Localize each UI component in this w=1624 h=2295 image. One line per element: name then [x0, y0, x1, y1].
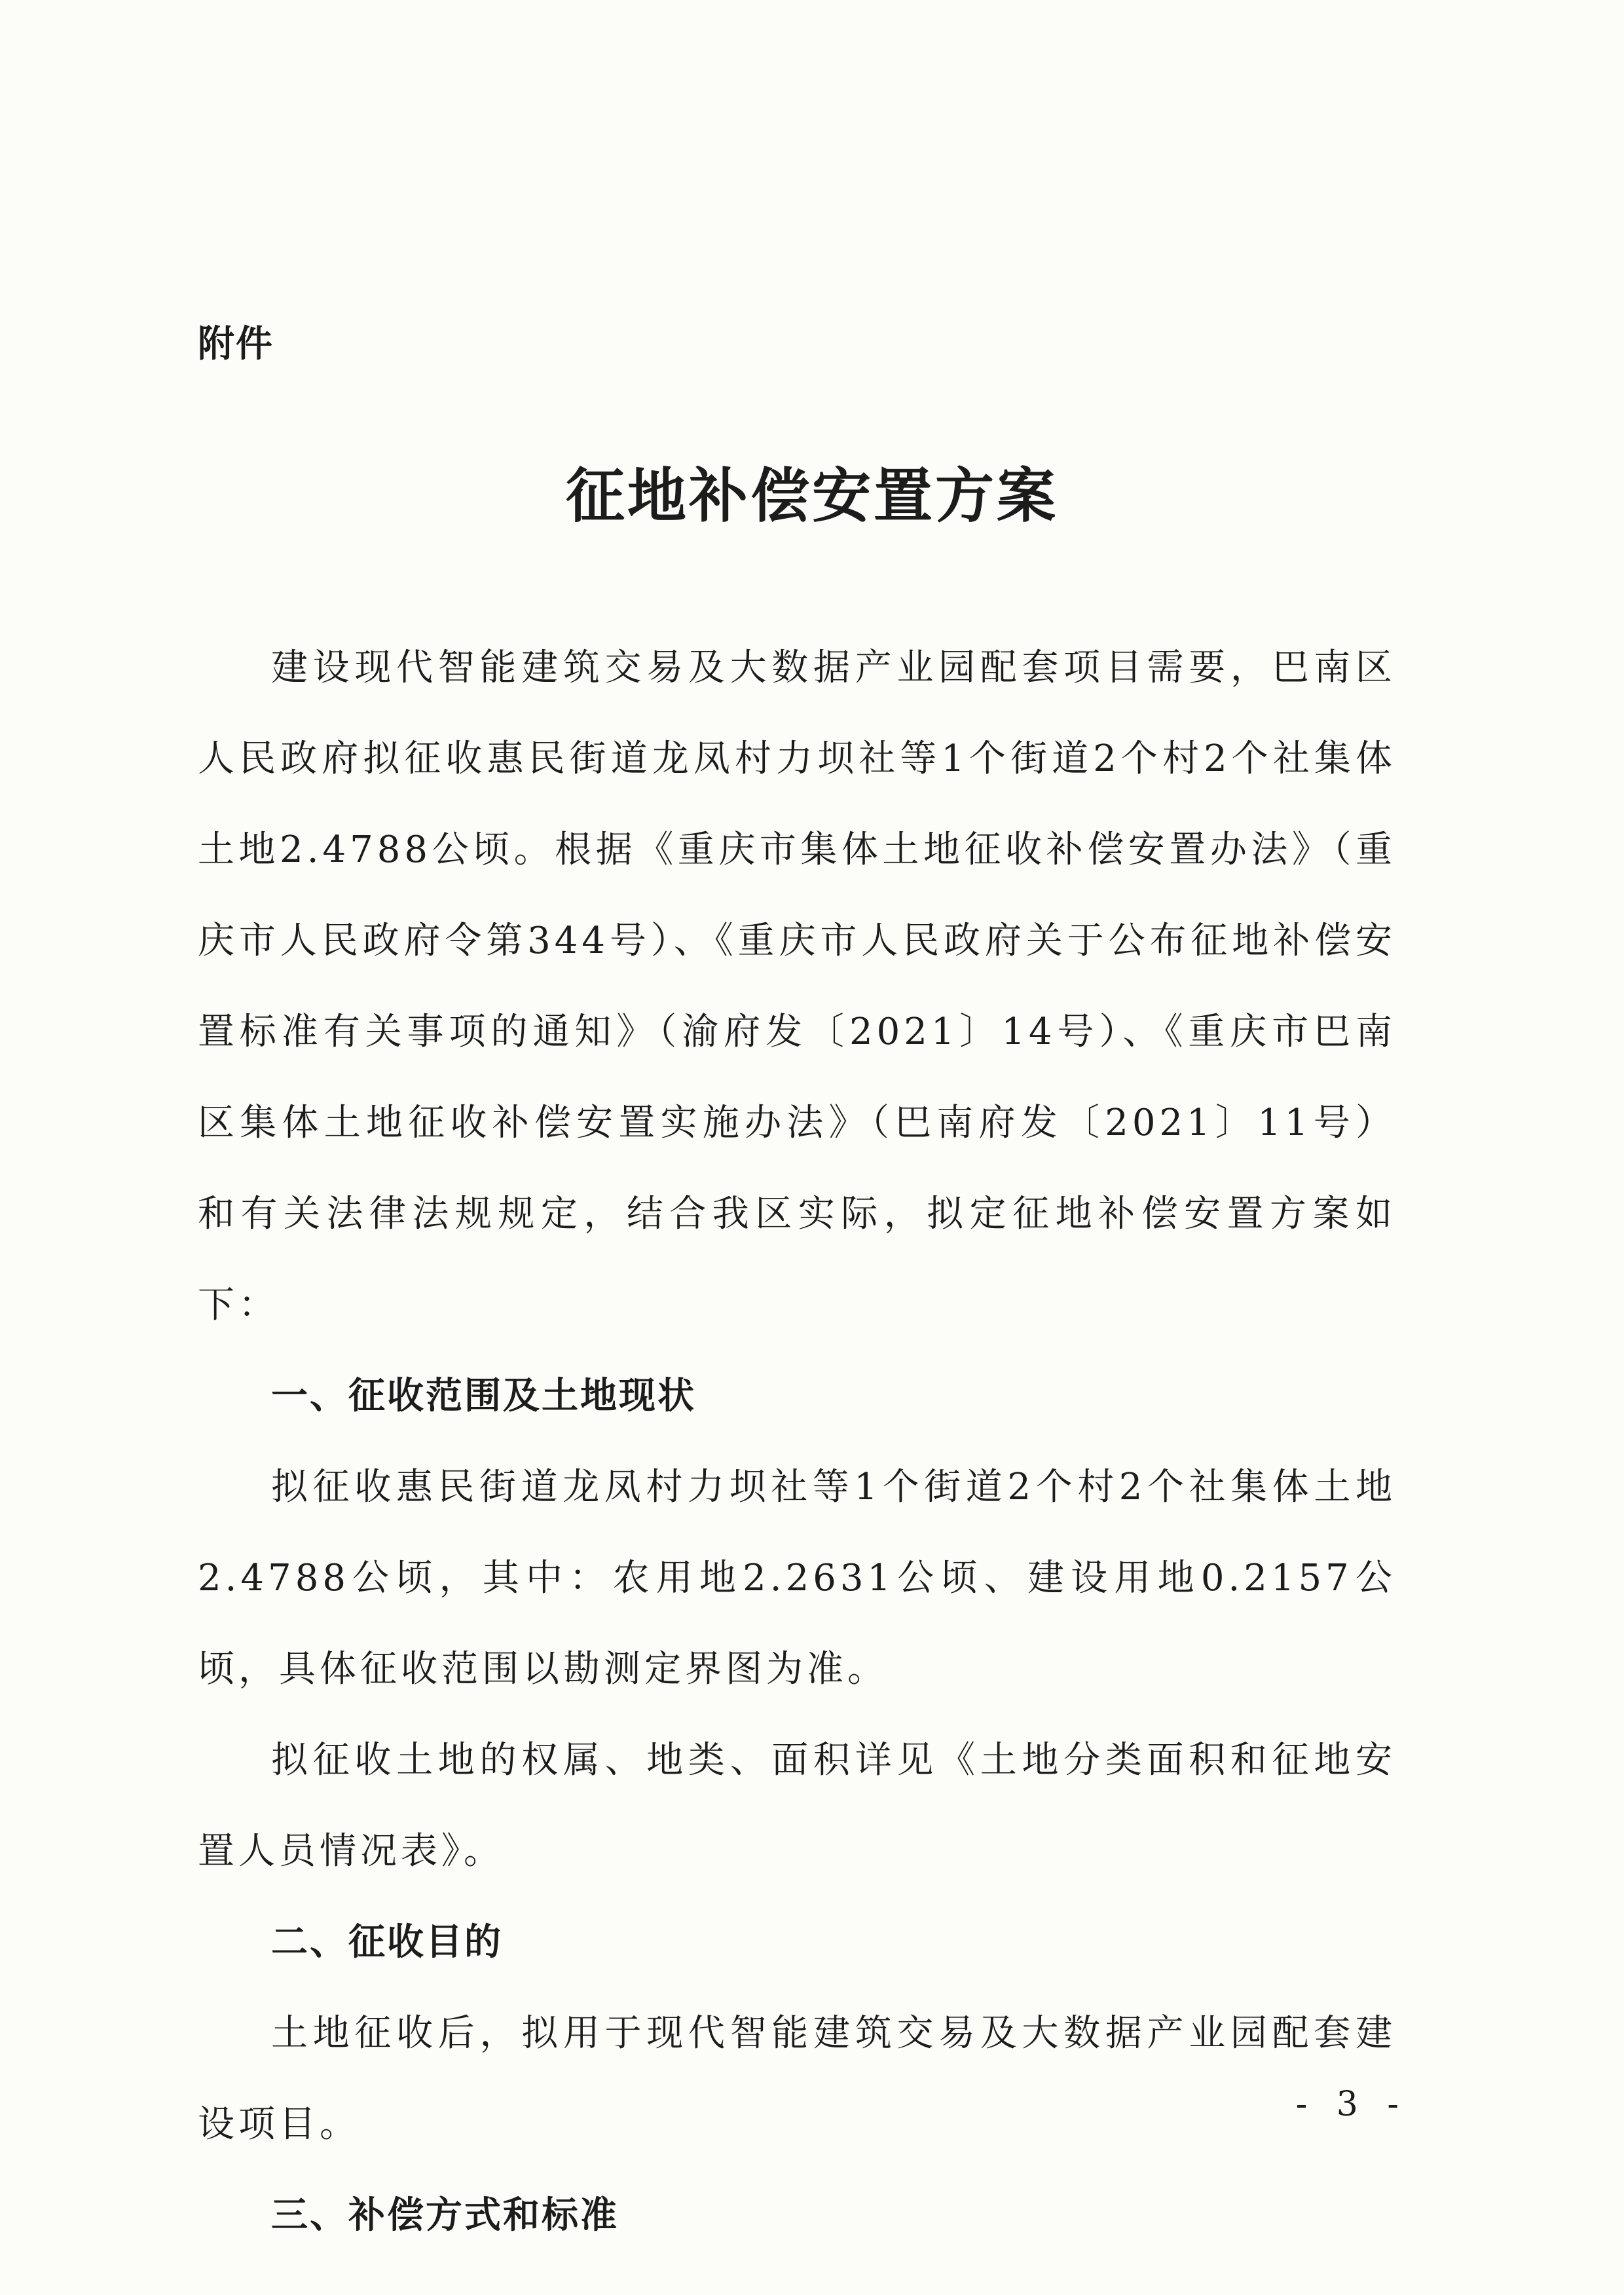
section-heading-purpose: 二、征收目的 [271, 1921, 503, 1964]
section-paragraph: 土地征收后，拟用于现代智能建筑交易及大数据产业园配套建设项目。 [198, 2012, 1396, 2146]
page-number: - 3 - [1295, 2085, 1408, 2124]
intro-paragraph: 建设现代智能建筑交易及大数据产业园配套项目需要，巴南区人民政府拟征收惠民街道龙凤村力坝社等1个街道2个村2个社集体土地2.4788公顷。根据《重庆市集体土地征收补偿安置办法》（重庆市人民政府令第344号）、《重庆市人民政府关于公布征地补偿安置标准有关事项的通知》（渝府发〔2021〕14号）、《重庆市巴南区集体土地征收补偿安置实施办法》（巴南府发〔2021〕11号）和有关法律法规规定，结合我区实际，拟定征地补偿安置方案如下： [198, 646, 1396, 1326]
document-title: 征地补偿安置方案 [566, 461, 1058, 531]
attachment-label: 附件 [198, 323, 274, 365]
section-paragraph: 拟征收土地的权属、地类、面积详见《土地分类面积和征地安置人员情况表》。 [198, 1739, 1396, 1873]
section-heading-compensation: 三、补偿方式和标准 [271, 2194, 619, 2237]
section-paragraph: 拟征收惠民街道龙凤村力坝社等1个街道2个村2个社集体土地2.4788公顷，其中：农用地2.2631公顷、建设用地0.2157公顷，具体征收范围以勘测定界图为准。 [198, 1466, 1396, 1690]
document-body [198, 622, 1396, 2261]
section-heading-scope: 一、征收范围及土地现状 [271, 1375, 696, 1417]
